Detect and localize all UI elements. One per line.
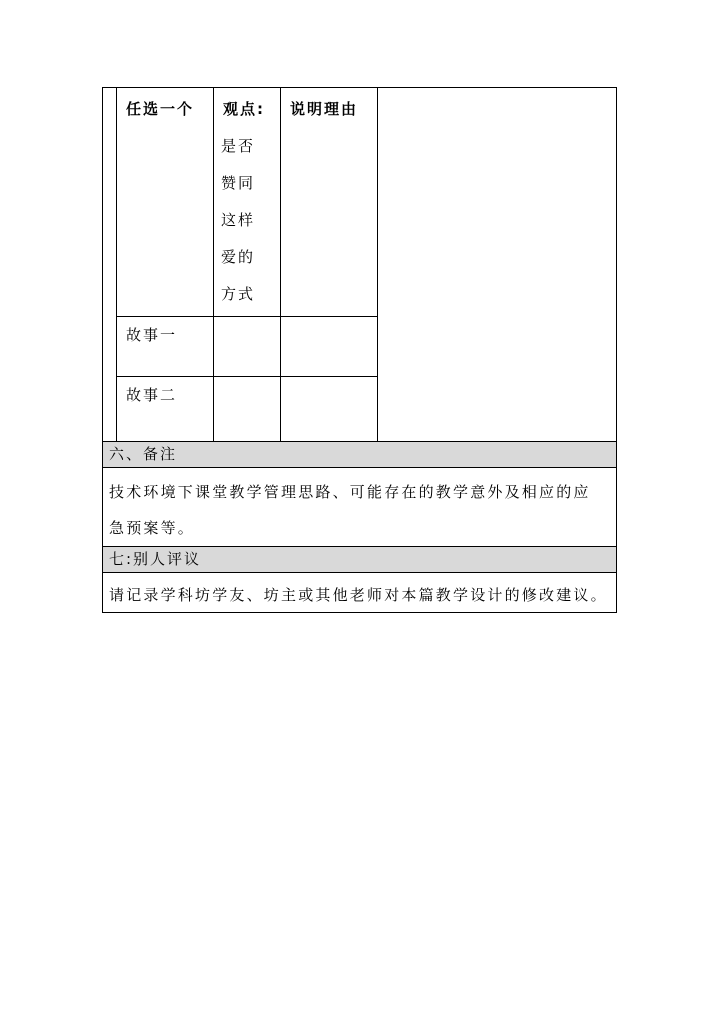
column-divider bbox=[213, 88, 214, 441]
header-choose: 任选一个 bbox=[126, 100, 195, 118]
section6-body-line2: 急预案等。 bbox=[109, 519, 196, 537]
header-reason: 说明理由 bbox=[290, 100, 359, 118]
row-label-story-2: 故事二 bbox=[126, 386, 178, 404]
section7-header: 七:别人评议 bbox=[103, 546, 616, 573]
column-divider bbox=[280, 88, 281, 441]
row-divider bbox=[117, 376, 377, 377]
header-viewpoint-detail bbox=[221, 137, 255, 322]
header-viewpoint: 观点: bbox=[223, 100, 265, 118]
viewpoint-line: 这样 bbox=[221, 211, 256, 229]
section6-header: 六、备注 bbox=[103, 441, 616, 468]
section7-body: 请记录学科坊学友、坊主或其他老师对本篇教学设计的修改建议。 bbox=[109, 586, 608, 604]
document-table bbox=[102, 87, 617, 613]
row-label-story-1: 故事一 bbox=[126, 326, 178, 344]
viewpoint-line: 爱的 bbox=[221, 248, 256, 266]
viewpoint-line: 是否 bbox=[221, 137, 256, 155]
story-choice-table bbox=[116, 87, 378, 442]
section6-body-line1: 技术环境下课堂教学管理思路、可能存在的教学意外及相应的应 bbox=[109, 483, 591, 501]
left-margin-cell bbox=[103, 88, 117, 442]
viewpoint-line: 方式 bbox=[221, 285, 256, 303]
viewpoint-line: 赞同 bbox=[221, 174, 256, 192]
